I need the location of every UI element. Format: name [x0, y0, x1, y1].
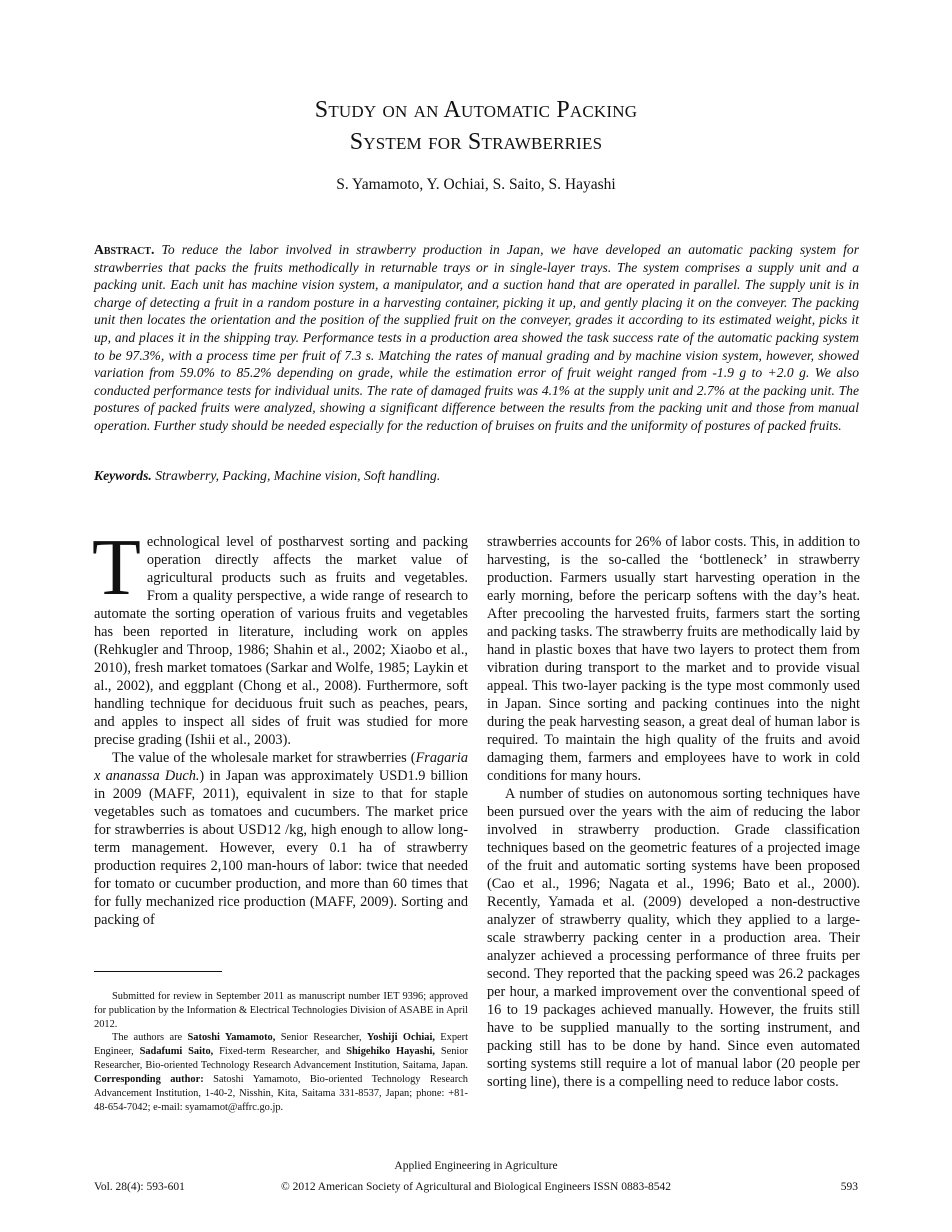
species-name: Fragaria x ananassa Duch.	[94, 750, 468, 784]
author-list: S. Yamamoto, Y. Ochiai, S. Saito, S. Hayashi	[336, 176, 616, 193]
paragraph-market-text-a: The value of the wholesale market for strawberries (	[112, 750, 416, 766]
footnote-rule	[94, 971, 222, 972]
corresponding-author-label: Corresponding author:	[94, 1074, 204, 1085]
abstract-label: Abstract.	[94, 242, 155, 257]
abstract-text: To reduce the labor involved in strawberry production in Japan, we have developed an automatic packing system for strawberries that packs the fruits methodically in returnable trays or in single-layer trays. The system comprises a supply unit and a packing unit. Each unit has machine vision system, a manipulator, and a suction hand that are operated in parallel. The supply unit is in charge of detecting a fruit in a random posture in a harvesting container, picking it up, and gently placing it on the conveyer. The packing unit then locates the orientation and the position of the supplied fruit on the conveyer, grades it according to its estimated weight, picks it up, and places it in the shipping tray. Performance tests in a production area showed the task success rate of the automatic packing system to be 97.3%, with a process time per fruit of 7.3 s. Matching the rates of manual grading and by machine vision system, however, showed variation from 59.0% to 85.2% depending on grade, while the estimation error of fruit weight ranged from -1.9 g to +2.0 g. We also conducted performance tests for individual units. The rate of damaged fruits was 4.1% at the supply unit and 2.7% at the packing unit. The postures of packed fruits were analyzed, showing a significant difference between the results from the packing unit and those from manual operation. Further study should be needed especially for the reduction of bruises on fruits and the uniformity of postures of packed fruits.	[94, 242, 859, 433]
footnote-author-name: Shigehiko Hayashi,	[346, 1046, 435, 1057]
footnote-submitted-text: Submitted for review in September 2011 as manuscript number IET 9396; approved for publication by the Information & Electrical Technologies Division of ASABE in April 2012.	[94, 991, 468, 1030]
paragraph-market-text-b: ) in Japan was approximately USD1.9 billion in 2009 (MAFF, 2011), equivalent in size to that for staple vegetables such as tomatoes and cucumbers. The market price for strawberries is about USD12 /kg, high enough to allow long-term management. However, every 0.1 ha of strawberry production requires 2,100 man-hours of labor: twice that needed for tomato or cucumber production, and more than 60 times that for fully mechanized rice production (MAFF, 2009). Sorting and packing of	[94, 768, 468, 928]
keywords-label: Keywords.	[94, 468, 152, 483]
footnote-text: Satoshi Yamamoto, Bio-oriented Technology Research Advancement Institution, 1-40-2, Nisshin, Kita, Saitama 331-8537, Japan; phone: +81-48-654-7042; e-mail: syamamot@affrc.go.jp.	[94, 1074, 468, 1113]
paragraph-labor: strawberries accounts for 26% of labor costs. This, in addition to harvesting, is the so-called the ‘bottleneck’ in strawberry production. Farmers usually start harvesting operation in the early morning, before the pericarp softens with the day’s heat. After precooling the harvested fruits, farmers start the sorting and packing tasks. The strawberry fruits are methodically laid by hand in plastic boxes that have two layers to protect them from vibration during transport to the market and to provide visual appeal. This two-layer packing is the type most commonly used in Japan. Since sorting and packing continues into the night during the peak harvesting season, a great deal of human labor is required. To maintain the high quality of the fruits and avoid damaging them, farmers and employees have to work in cold conditions for many hours.	[487, 534, 860, 784]
footnote-text: Fixed-term Researcher, and	[213, 1046, 347, 1057]
body-column-left	[92, 524, 468, 929]
footnote-text: Senior Researcher, Bio-oriented Technology Research Advancement Institution, Saitama, Japan.	[94, 1046, 468, 1071]
abstract	[94, 241, 859, 435]
footnote-author-name: Yoshiji Ochiai,	[366, 1032, 435, 1043]
paragraph-studies: A number of studies on autonomous sorting techniques have been pursued over the years with the aim of reducing the labor involved in strawberry production. Grade classification techniques based on the geometric features of a projected image of the fruit and automatic sorting systems have been proposed (Cao et al., 1996; Nagata et al., 1996; Bato et al., 2000). Recently, Yamada et al. (2009) developed a non-destructive analyzer of strawberry quality, which they applied to a large-scale strawberry packing center in a production area. Their analyzer achieved a processing performance of three fruits per second. They reported that the packing speed was 26.2 packages per hour, a marked improvement over the conventional speed of 16 to 19 packages achieved manually. However, the fruits still have to be supplied manually to the sorting instrument, and packing still has to be done by hand. Since even automated sorting systems still require a lot of manual labor (20 people per sorting line), there is a compelling need to reduce labor costs.	[487, 786, 860, 1090]
paragraph-intro-text: echnological level of postharvest sorting and packing operation directly affects the market value of agricultural products such as fruits and vegetables. From a quality perspective, a wide range of research to automate the sorting operation of various fruits and vegetables has been reported in literature, including work on apples (Rehkugler and Throop, 1986; Shahin et al., 2002; Xiaobo et al., 2010), fresh market tomatoes (Sarkar and Wolfe, 1985; Laykin et al., 2002), and eggplant (Chong et al., 2008). Furthermore, soft handling technique for deciduous fruit such as peaches, pears, and apples to inspect all sides of fruit was studied for more precise grading (Ishii et al., 2003).	[94, 534, 468, 748]
copyright-line: © 2012 American Society of Agricultural and Biological Engineers ISSN 0883-8542	[280, 1181, 672, 1193]
footnote-text: The authors are	[112, 1032, 188, 1043]
title-line-1: Study on an Automatic Packing	[314, 97, 638, 123]
volume-info: Vol. 28(4): 593-601	[94, 1181, 185, 1193]
title-line-2: System for Strawberries	[349, 129, 603, 155]
footnote-authors	[94, 1031, 468, 1115]
page-number: 593	[840, 1181, 858, 1193]
paragraph-intro	[92, 524, 468, 749]
drop-cap: T	[92, 524, 141, 612]
footnote-text: Expert Engineer,	[94, 1032, 468, 1057]
keywords	[94, 468, 859, 484]
journal-name: Applied Engineering in Agriculture	[394, 1160, 558, 1172]
body-column-right	[487, 533, 860, 1091]
footnote-submitted	[94, 990, 468, 1032]
paper-title	[0, 94, 952, 158]
footnote-author-name: Sadafumi Saito,	[139, 1046, 214, 1057]
footnote-text: Senior Researcher,	[275, 1032, 367, 1043]
paragraph-market	[94, 749, 468, 929]
footnote-authors-text	[94, 1031, 468, 1115]
footnote-author-name: Satoshi Yamamoto,	[187, 1032, 276, 1043]
keywords-text: Strawberry, Packing, Machine vision, Soft handling.	[155, 468, 441, 483]
